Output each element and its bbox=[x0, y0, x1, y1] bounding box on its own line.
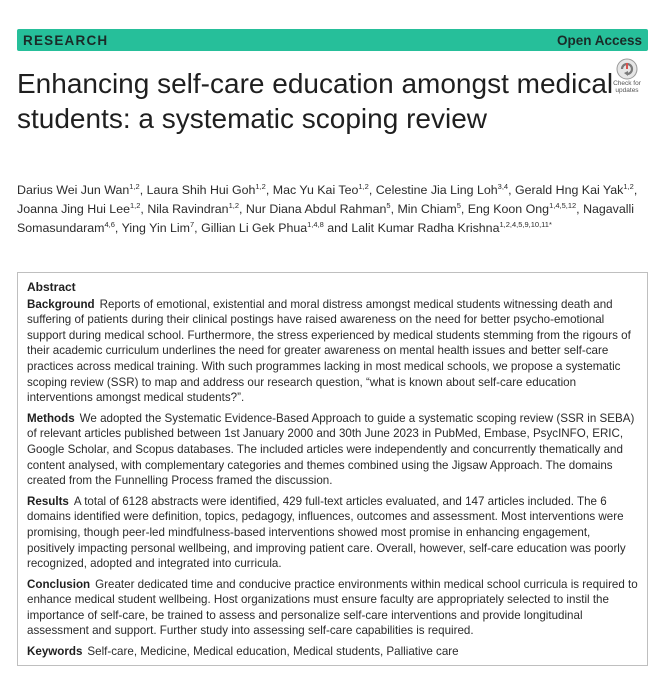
methods-text: We adopted the Systematic Evidence-Based Approach to guide a systematic scoping review (SSR in SEBA) of relevant articles published between 1st January 2000 and 30th June 2023 in PubMed, Embase, PsycINFO, ERIC, Google Scholar, and Scopus databases. The included articles were independently and concurrently thematically and content analysed, with complementary categories and themes combined using the Jigsaw Approach. The domains created from the Funnelling Process framed the discussion. bbox=[27, 411, 635, 488]
author-affiliation: 1,2 bbox=[255, 182, 266, 191]
open-access-label: Open Access bbox=[556, 32, 642, 48]
abstract-conclusion bbox=[27, 577, 638, 639]
author-name[interactable]: Mac Yu Kai Teo bbox=[272, 183, 359, 197]
conclusion-text: Greater dedicated time and conducive practice environments within medical school curricula is required to enhance medical student wellbeing. Host organizations must ensure faculty are appropriately selected to instil the importance of self-care, be trained to assess and personalize self-care interventions and provide longitudinal assessment and support. Further study into assessing self-care capabilities is required. bbox=[27, 577, 638, 638]
author-name[interactable]: Nagavalli Somasundaram bbox=[17, 202, 635, 235]
background-label: Background bbox=[27, 297, 95, 311]
results-text: A total of 6128 abstracts were identified, 429 full-text articles evaluated, and 147 articles included. The 6 domains identified were definition, topics, pedagogy, influences, outcomes and assessment. Most interventions were promising, though peer-led mindfulness-based interventions showed most promise in enhancing engagement, positively impacting personal wellbeing, and improving patient care. Overall, however, self-care education was poorly recognized, adopted and integrated into curricula. bbox=[27, 494, 626, 571]
author-name[interactable]: Joanna Jing Hui Lee bbox=[17, 202, 130, 216]
abstract-methods bbox=[27, 411, 638, 489]
keywords-label: Keywords bbox=[27, 645, 83, 659]
author-affiliation: 1,2 bbox=[228, 201, 240, 210]
author-affiliation: 4,6 bbox=[104, 220, 115, 229]
abstract-heading: Abstract bbox=[27, 280, 76, 294]
check-for-updates-text: Check for updates bbox=[613, 80, 641, 94]
methods-label: Methods bbox=[27, 411, 75, 425]
author-name[interactable]: Nur Diana Abdul Rahman bbox=[245, 202, 387, 216]
author-affiliation: 1,2 bbox=[129, 201, 141, 210]
author-affiliation: 3,4 bbox=[497, 182, 509, 191]
keywords-text: Self-care, Medicine, Medical education, Medical students, Palliative care bbox=[87, 645, 459, 659]
background-text: Reports of emotional, existential and moral distress amongst medical students witnessing death and suffering of patients during their clinical postings have raised awareness on the need for better psycho-emotional support during medical school. Furthermore, the stress experienced by medical students stemming from the rigours of their academic curriculum underlines the need for greater awareness on mental health issues and better self-care practices across medical training. With such programmes lacking in most medical schools, we propose a systematic scoping review (SSR) to map and address our research question, “what is known about self-care education interventions amongst medical students?”. bbox=[27, 297, 631, 405]
author-affiliation: 1,4,5,12 bbox=[549, 201, 577, 210]
results-label: Results bbox=[27, 494, 69, 508]
author-name[interactable]: Nila Ravindran bbox=[147, 202, 229, 216]
section-label: RESEARCH bbox=[23, 32, 109, 48]
author-affiliation: 7 bbox=[190, 220, 195, 229]
author-affiliation: 1,2,4,5,9,10,11* bbox=[499, 220, 552, 229]
author-name[interactable]: Eng Koon Ong bbox=[467, 202, 550, 216]
abstract-keywords bbox=[27, 644, 638, 660]
author-name[interactable]: Darius Wei Jun Wan bbox=[17, 183, 130, 197]
author-affiliation: 1,2 bbox=[129, 182, 140, 191]
author-name[interactable]: Laura Shih Hui Goh bbox=[146, 183, 256, 197]
author-affiliation: 1,4,8 bbox=[307, 220, 324, 229]
article-title: Enhancing self-care education amongst medical students: a systematic scoping review bbox=[17, 68, 614, 134]
author-name[interactable]: Ying Yin Lim bbox=[121, 221, 190, 235]
conclusion-label: Conclusion bbox=[27, 577, 91, 591]
author-affiliation: 5 bbox=[386, 201, 391, 210]
author-name[interactable]: Celestine Jia Ling Loh bbox=[375, 183, 498, 197]
article-type-banner bbox=[17, 29, 648, 51]
abstract-box bbox=[17, 272, 648, 666]
author-list: Darius Wei Jun Wan$^{1,2}$, Laura Shih Hui Goh$^{1,2}$, Mac Yu Kai Teo$^{1,2}$, Celestine Jia Ling Loh$^{3,4}$, Gerald Hng Kai Yak$^{1,2}$, Joanna Jing Hui Lee$^{1,2}$, Nila Ravindran$^{1,2}$, Nur Diana Abdul Rahman$^5$, Min Chiam$^5$, Eng Koon Ong$^{1,4,5,12}$, Nagavalli Somasundaram$^{4,6}$, Ying Yin Lim$^7$, Gillian Li Gek Phua$^{1,4,8}$ and Lalit Kumar Radha Krishna$^{1,2,4,5,9,10,11*}$ bbox=[17, 182, 638, 235]
author-name[interactable]: Gerald Hng Kai Yak bbox=[515, 183, 624, 197]
abstract-results bbox=[27, 494, 638, 572]
author-name[interactable]: Min Chiam bbox=[397, 202, 457, 216]
author-affiliation: 1,2 bbox=[358, 182, 369, 191]
abstract-background bbox=[27, 297, 638, 406]
author-name[interactable]: Lalit Kumar Radha Krishna bbox=[351, 221, 500, 235]
author-affiliation: 5 bbox=[456, 201, 461, 210]
author-affiliation: 1,2 bbox=[623, 182, 634, 191]
author-name[interactable]: Gillian Li Gek Phua bbox=[201, 221, 308, 235]
